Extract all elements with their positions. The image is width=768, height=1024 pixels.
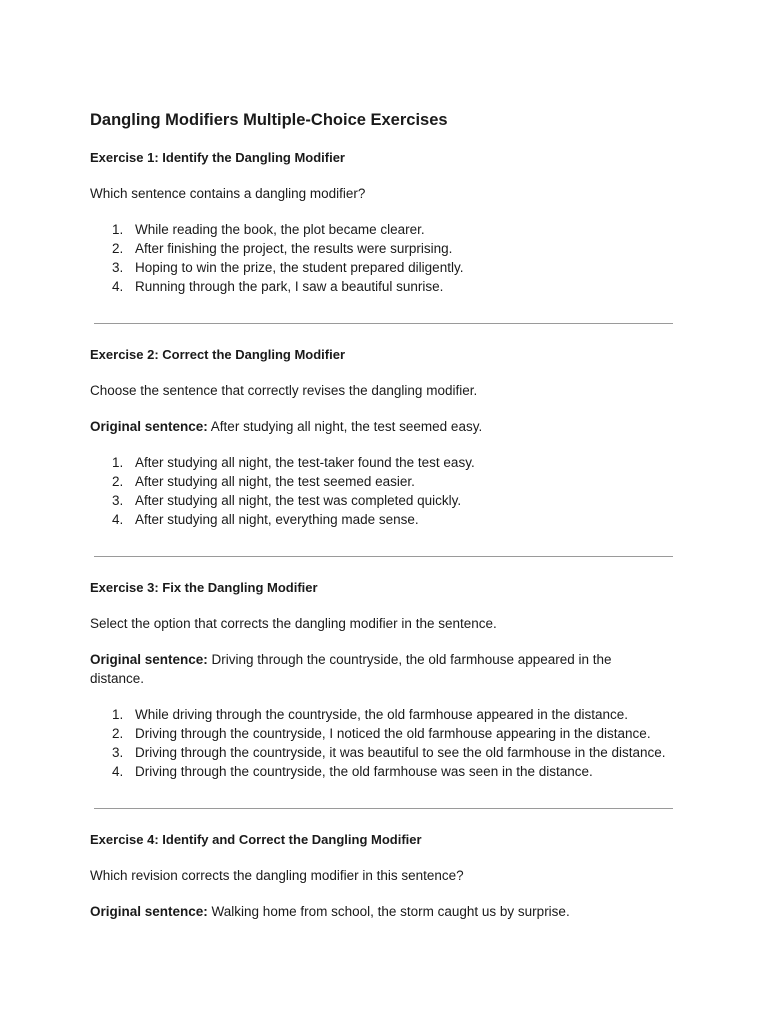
section-divider: [94, 556, 673, 557]
original-sentence: [90, 650, 660, 688]
option-text: After studying all night, everything made sense.: [135, 512, 419, 527]
option-item: [90, 220, 768, 239]
exercise-heading: Exercise 4: Identify and Correct the Dangling Modifier: [90, 832, 422, 847]
original-sentence-text: After studying all night, the test seemed easy.: [207, 419, 483, 434]
option-text: After studying all night, the test-taker found the test easy.: [135, 455, 475, 470]
exercise-prompt: Which sentence contains a dangling modifier?: [90, 186, 366, 201]
option-text: Driving through the countryside, I noticed the old farmhouse appearing in the distance.: [135, 726, 651, 741]
exercise-prompt: Select the option that corrects the dangling modifier in the sentence.: [90, 616, 497, 631]
option-text: Running through the park, I saw a beautiful sunrise.: [135, 279, 444, 294]
option-text: Driving through the countryside, the old farmhouse was seen in the distance.: [135, 764, 593, 779]
option-number: 2.: [112, 726, 124, 741]
exercise-heading: Exercise 3: Fix the Dangling Modifier: [90, 580, 318, 595]
section-divider: [94, 808, 673, 809]
exercise-1: [90, 149, 768, 296]
exercise-4: [90, 831, 768, 921]
option-text: After finishing the project, the results were surprising.: [135, 241, 453, 256]
option-number: 4.: [112, 279, 124, 294]
option-number: 3.: [112, 745, 124, 760]
option-item: [90, 743, 768, 762]
exercise-3: [90, 579, 768, 781]
exercise-heading: Exercise 1: Identify the Dangling Modifier: [90, 150, 345, 165]
option-item: [90, 472, 768, 491]
original-sentence-text: Driving through the countryside, the old farmhouse appeared in the distance.: [90, 652, 612, 686]
original-sentence-label: Original sentence:: [90, 652, 208, 667]
option-item: [90, 239, 768, 258]
option-item: [90, 491, 768, 510]
option-number: 3.: [112, 493, 124, 508]
option-number: 1.: [112, 222, 124, 237]
option-item: [90, 762, 768, 781]
option-list: [90, 453, 768, 529]
original-sentence-text: Walking home from school, the storm caught us by surprise.: [207, 904, 570, 919]
option-number: 4.: [112, 512, 124, 527]
original-sentence-label: Original sentence:: [90, 419, 208, 434]
document-title: Dangling Modifiers Multiple-Choice Exercises: [90, 111, 448, 129]
original-sentence-label: Original sentence:: [90, 904, 208, 919]
original-sentence: [90, 417, 660, 436]
option-list: [90, 220, 768, 296]
original-sentence: [90, 902, 660, 921]
exercise-prompt: Choose the sentence that correctly revises the dangling modifier.: [90, 383, 478, 398]
option-number: 4.: [112, 764, 124, 779]
option-item: [90, 705, 768, 724]
option-list: [90, 705, 768, 781]
exercise-2: [90, 346, 768, 529]
option-number: 2.: [112, 474, 124, 489]
option-item: [90, 453, 768, 472]
option-text: Hoping to win the prize, the student prepared diligently.: [135, 260, 464, 275]
option-number: 2.: [112, 241, 124, 256]
option-number: 1.: [112, 707, 124, 722]
option-item: [90, 258, 768, 277]
exercise-heading: Exercise 2: Correct the Dangling Modifier: [90, 347, 346, 362]
option-text: After studying all night, the test seemed easier.: [135, 474, 415, 489]
option-number: 3.: [112, 260, 124, 275]
option-item: [90, 724, 768, 743]
option-item: [90, 277, 768, 296]
option-number: 1.: [112, 455, 124, 470]
section-divider: [94, 323, 673, 324]
option-text: After studying all night, the test was completed quickly.: [135, 493, 462, 508]
option-text: While reading the book, the plot became clearer.: [135, 222, 425, 237]
option-text: Driving through the countryside, it was beautiful to see the old farmhouse in the distance.: [135, 745, 666, 760]
option-text: While driving through the countryside, the old farmhouse appeared in the distance.: [135, 707, 629, 722]
option-item: [90, 510, 768, 529]
exercise-prompt: Which revision corrects the dangling modifier in this sentence?: [90, 868, 464, 883]
